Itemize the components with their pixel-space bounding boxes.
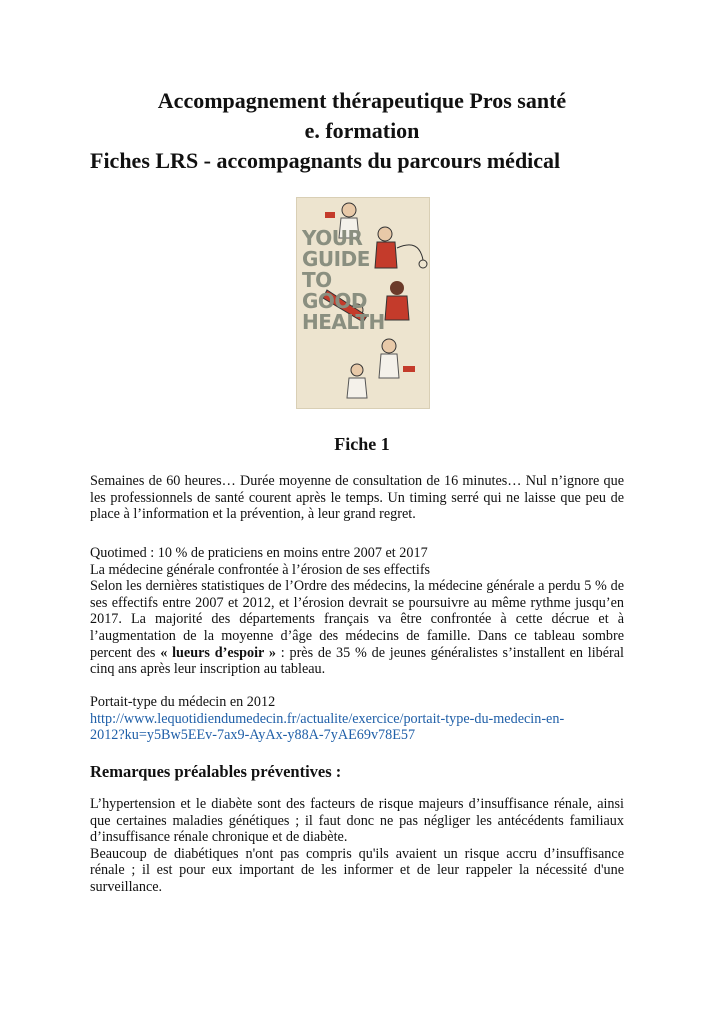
title-line-2: e. formation bbox=[304, 118, 420, 143]
remarques-body-1: L’hypertension et le diabète sont des facteurs de risque majeurs d’insuffisance rénale, ainsi que certaines maladies génétiques ; il faut donc ne pas négliger les antécédents familiaux d’insuffisance rénale chronique et de diabète. bbox=[90, 796, 624, 846]
quotimed-body-start: Selon les dernières statistiques de l’Ordre des médecins, la médecine générale a perdu 5 % de ses effectifs entre 2007 et 2012, et l’érosion devrait se poursuivre au même rythme jusqu’en 2017. La majorité des départements français va être confrontée à cette décrue et à l’augmentation de la moyenne d’âge des médecins de famille. Dans ce tableau sombre percent des bbox=[90, 578, 624, 661]
section-heading-remarques: Remarques préalables préventives : bbox=[90, 762, 342, 781]
fiche-heading: Fiche 1 bbox=[334, 434, 390, 454]
your-guide-to-good-health-poster-image bbox=[296, 197, 430, 409]
paragraph-intro: Semaines de 60 heures… Durée moyenne de consultation de 16 minutes… Nul n’ignore que les professionnels de santé courent après le temps. Un timing serré qui ne laisse que peu de place à l’information et la prévention, à leur grand regret. bbox=[90, 473, 624, 523]
paragraph-quotimed bbox=[90, 545, 624, 678]
poster-title-text bbox=[302, 228, 385, 333]
poster-text-line: GUIDE bbox=[302, 247, 370, 271]
quotimed-subheadline: La médecine générale confrontée à l’érosion de ses effectifs bbox=[90, 561, 431, 578]
quotimed-body-end: : près de 35 % de jeunes généralistes s’installent en libéral cinq ans après leur inscription au tableau. bbox=[90, 644, 624, 678]
poster-text-line: GOOD bbox=[302, 289, 368, 313]
portrait-label: Portait-type du médecin en 2012 bbox=[90, 694, 276, 710]
paragraph-portrait bbox=[90, 694, 624, 744]
poster-text-line: HEALTH bbox=[302, 310, 385, 334]
remarques-body-2: Beaucoup de diabétiques n'ont pas compris qu'ils avaient un risque accru d’insuffisance rénale ; il est pour eux important de les informer et de leur rappeler la nécessité d'une surveillance. bbox=[90, 845, 624, 895]
portrait-link-line-2[interactable]: 2012?ku=y5Bw5EEv-7ax9-AyAx-y88A-7yAE69v78E57 bbox=[90, 727, 416, 744]
paragraph-remarques bbox=[90, 796, 624, 896]
quotimed-headline: Quotimed : 10 % de praticiens en moins entre 2007 et 2017 bbox=[90, 545, 428, 561]
title-line-3: Fiches LRS - accompagnants du parcours médical bbox=[90, 148, 561, 173]
portrait-link-line-1[interactable]: http://www.lequotidiendumedecin.fr/actualite/exercice/portait-type-du-medecin-en- bbox=[90, 710, 565, 727]
quotimed-bold-phrase: « lueurs d’espoir » bbox=[160, 644, 276, 661]
poster-text-line: TO bbox=[302, 268, 332, 292]
poster-text-line: YOUR bbox=[302, 226, 363, 250]
title-line-1: Accompagnement thérapeutique Pros santé bbox=[157, 88, 567, 113]
